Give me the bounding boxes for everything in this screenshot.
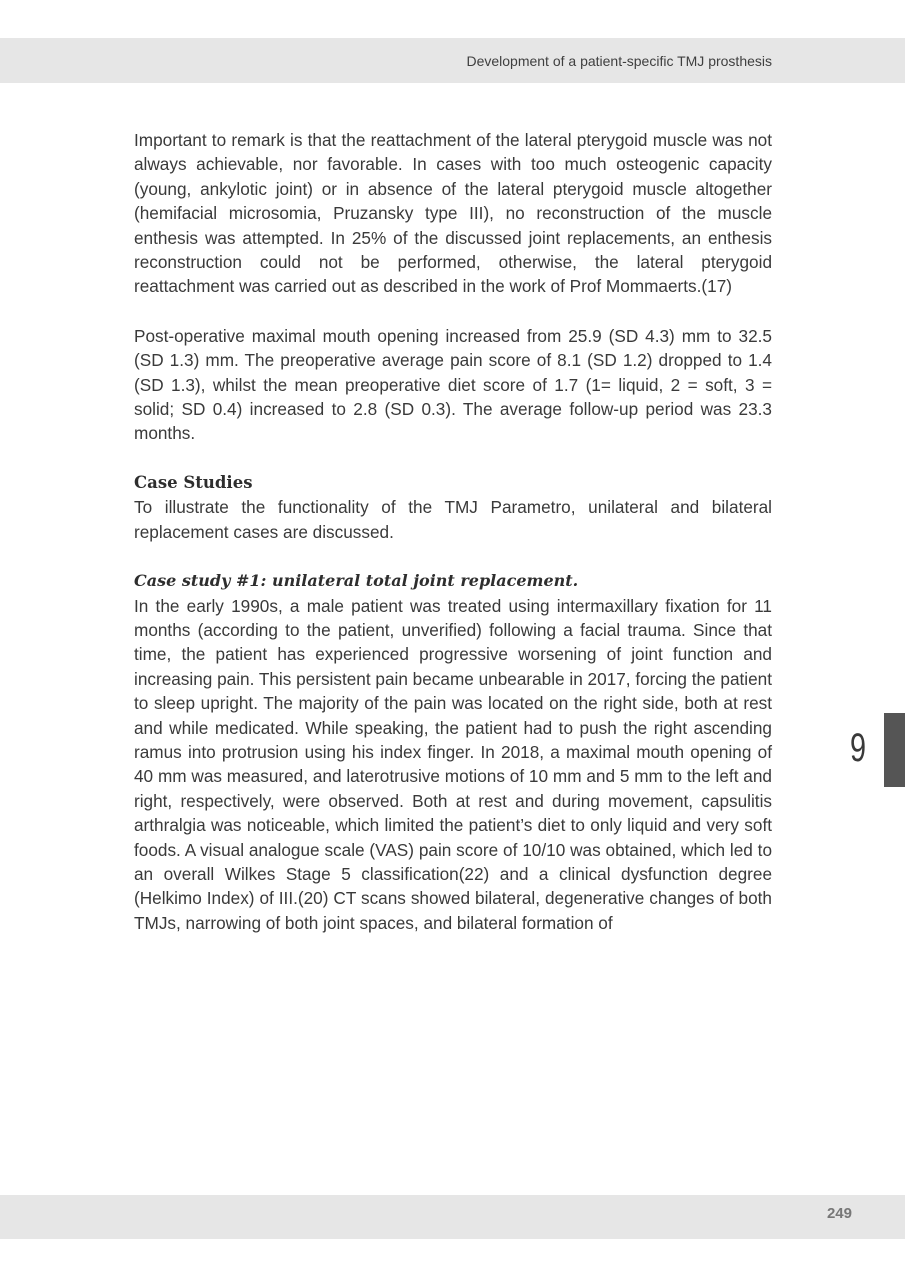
paragraph-case-intro: To illustrate the functionality of the TMJ Parametro, unilateral and bilateral replacement cases are discussed.	[134, 497, 772, 542]
running-title: Development of a patient-specific TMJ prosthesis	[466, 53, 772, 69]
case-study-1-heading: Case study #1: unilateral total joint replacement.	[134, 571, 579, 591]
page-number: 249	[826, 1205, 852, 1222]
chapter-number: 9	[850, 726, 867, 770]
body-text	[134, 128, 772, 935]
footer-band	[0, 1195, 905, 1239]
chapter-tab	[884, 713, 905, 787]
case-studies-heading: Case Studies	[134, 472, 253, 492]
paragraph-outcomes: Post-operative maximal mouth opening increased from 25.9 (SD 4.3) mm to 32.5 (SD 1.3) mm. The preoperative average pain score of 8.1 (SD 1.2) dropped to 1.4 (SD 1.3), whilst the mean preoperative diet score of 1.7 (1= liquid, 2 = soft, 3 = solid; SD 0.4) increased to 2.8 (SD 0.3). The average follow-up period was 23.3 months.	[134, 325, 772, 444]
paragraph-enthesis: Important to remark is that the reattachment of the lateral pterygoid muscle was not always achievable, nor favorable. In cases with too much osteogenic capacity (young, ankylotic joint) or in absence of the lateral pterygoid muscle altogether (hemifacial microsomia, Pruzansky type III), no reconstruction of the muscle enthesis was attempted. In 25% of the discussed joint replacements, an enthesis reconstruction could not be performed, otherwise, the lateral pterygoid reattachment was carried out as described in the work of Prof Mommaerts.(17)	[134, 130, 772, 297]
paragraph-case-study-1: In the early 1990s, a male patient was treated using intermaxillary fixation for 11 months (according to the patient, unverified) following a facial trauma. Since that time, the patient has experienced progressive worsening of joint function and increasing pain. This persistent pain became unbearable in 2017, forcing the patient to sleep upright. The majority of the pain was located on the right side, both at rest and while medicated. While speaking, the patient had to push the right ascending ramus into protrusion using his index finger. In 2018, a maximal mouth opening of 40 mm was measured, and laterotrusive motions of 10 mm and 5 mm to the left and right, respectively, were observed. Both at rest and during movement, capsulitis arthralgia was noticeable, which limited the patient’s diet to only liquid and very soft foods. A visual analogue scale (VAS) pain score of 10/10 was obtained, which led to an overall Wilkes Stage 5 classification(22) and a clinical dysfunction degree (Helkimo Index) of III.(20) CT scans showed bilateral, degenerative changes of both TMJs, narrowing of both joint spaces, and bilateral formation of	[134, 595, 772, 933]
